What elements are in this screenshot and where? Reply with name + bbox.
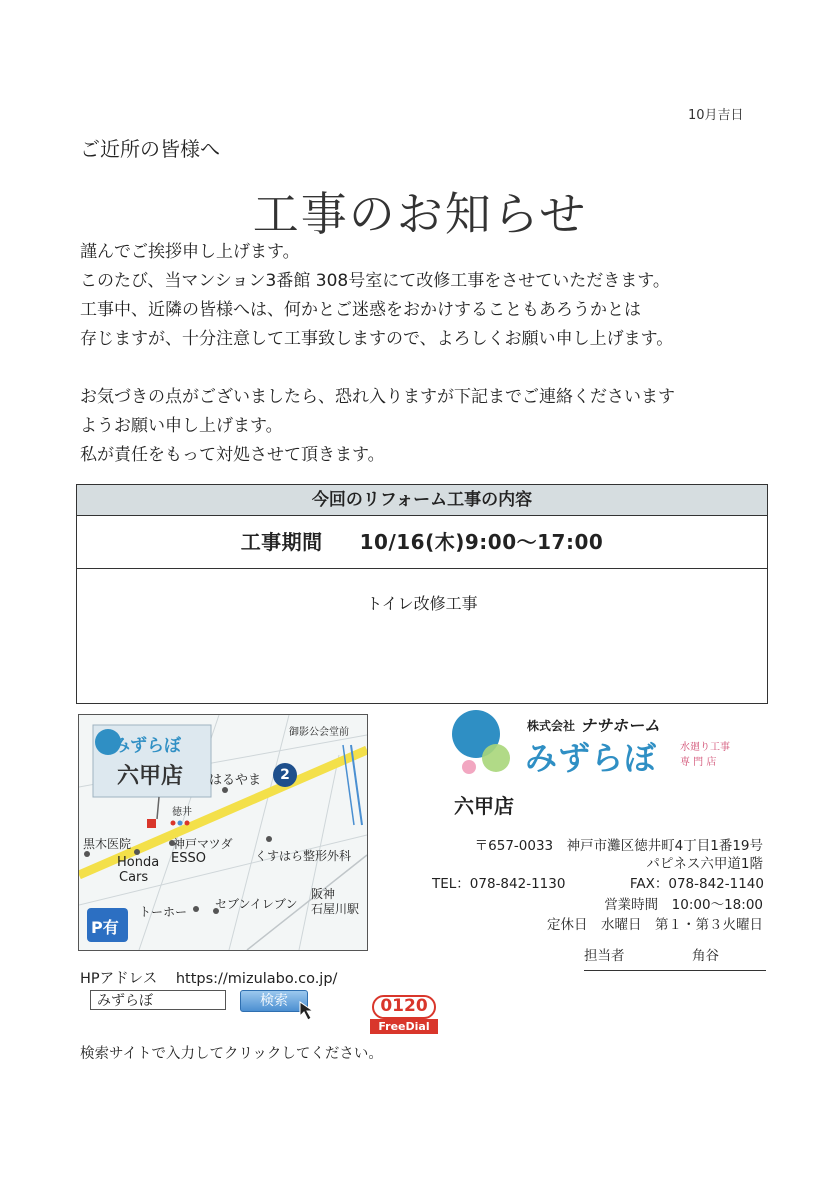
map-label: ESSO: [171, 851, 206, 866]
mouse-cursor-icon: [298, 1000, 320, 1022]
map-label: Cars: [119, 870, 149, 885]
body-line: 存じますが、十分注意して工事致しますので、よろしくお願い申し上げます。: [80, 329, 674, 349]
map-label: 阪神: [311, 887, 336, 901]
staff-info: [584, 944, 766, 971]
work-content: トイレ改修工事: [366, 594, 478, 613]
brand-name: みずらぼ: [525, 739, 658, 777]
notice-title: 工事のお知らせ: [252, 187, 588, 241]
map-label: トーホー: [139, 905, 188, 919]
brand-logo-accent: [462, 760, 476, 774]
body-line: ようお願い申し上げます。: [80, 416, 283, 436]
fax-number: FAX：078-842-1140: [629, 876, 764, 892]
work-period-value: 10/16(木)9:00～17:00: [359, 530, 604, 554]
store-map: [78, 714, 368, 951]
brand-logo-accent: [482, 744, 510, 772]
homepage-url[interactable]: https://mizulabo.co.jp/: [175, 971, 338, 987]
freedial-text: FreeDial: [370, 1019, 438, 1034]
map-label: 徳井: [172, 807, 192, 818]
parking-badge: P有: [91, 918, 119, 937]
map-label: はるやま: [209, 773, 262, 788]
freedial-logo: [370, 995, 438, 1035]
work-period: [77, 516, 767, 569]
brand-subtitle: [680, 740, 730, 770]
staff-label: 担当者: [584, 948, 625, 964]
address-line: 〒657-0033 神戸市灘区徳井町4丁目1番19号: [474, 838, 763, 854]
map-label: くすはら整形外科: [255, 849, 352, 863]
work-details-heading: 今回のリフォーム工事の内容: [77, 485, 767, 516]
closed-days: 定休日 水曜日 第１・第３火曜日: [547, 917, 763, 933]
map-label: セブンイレブン: [215, 897, 298, 911]
map-label: Honda: [117, 855, 160, 870]
map-label: 黒木医院: [83, 837, 132, 851]
map-store-branch: 六甲店: [117, 764, 184, 789]
business-hours: 営業時間 10:00～18:00: [604, 897, 763, 913]
search-button: 検索: [240, 990, 308, 1012]
homepage-label: HPアドレス: [80, 971, 158, 987]
search-input: みずらぼ: [90, 990, 226, 1010]
map-store-name: みずらぼ: [113, 736, 181, 756]
route-marker: 2: [273, 763, 297, 787]
address-line: パピネス六甲道1階: [646, 856, 763, 872]
map-label: 神戸マツダ: [173, 837, 233, 851]
staff-name: 角谷: [692, 948, 719, 964]
body-line: 謹んでご挨拶申し上げます。: [80, 242, 300, 262]
brand-subtitle-line: 専 門 店: [680, 757, 717, 768]
contact-numbers: [432, 872, 764, 892]
brand-subtitle-line: 水廻り工事: [680, 742, 730, 753]
homepage-info: [80, 967, 337, 988]
body-line: このたび、当マンション3番館 308号室にて改修工事をさせていただきます。: [80, 271, 670, 291]
notice-date: 10月吉日: [688, 108, 744, 123]
work-details-box: [76, 484, 768, 704]
map-label: 御影公会堂前: [289, 727, 349, 738]
map-label: 石屋川駅: [311, 902, 360, 916]
body-line: 私が責任をもって対処させて頂きます。: [80, 445, 385, 465]
body-line: お気づきの点がございましたら、恐れ入りますが下記までご連絡くださいます: [80, 387, 675, 407]
work-period-label: 工事期間: [240, 530, 323, 554]
branch-name: 六甲店: [454, 794, 514, 818]
phone-number: TEL：078-842-1130: [432, 876, 566, 892]
company-name: ナサホーム: [580, 716, 661, 735]
company-prefix: 株式会社: [527, 719, 576, 733]
search-instruction: 検索サイトで入力してクリックしてください。: [80, 1046, 383, 1062]
freedial-number: 0120: [372, 995, 436, 1019]
greeting: ご近所の皆様へ: [80, 137, 220, 161]
notice-body: [80, 238, 675, 470]
body-line: 工事中、近隣の皆様へは、何かとご迷惑をおかけすることもあろうかとは: [80, 300, 641, 320]
